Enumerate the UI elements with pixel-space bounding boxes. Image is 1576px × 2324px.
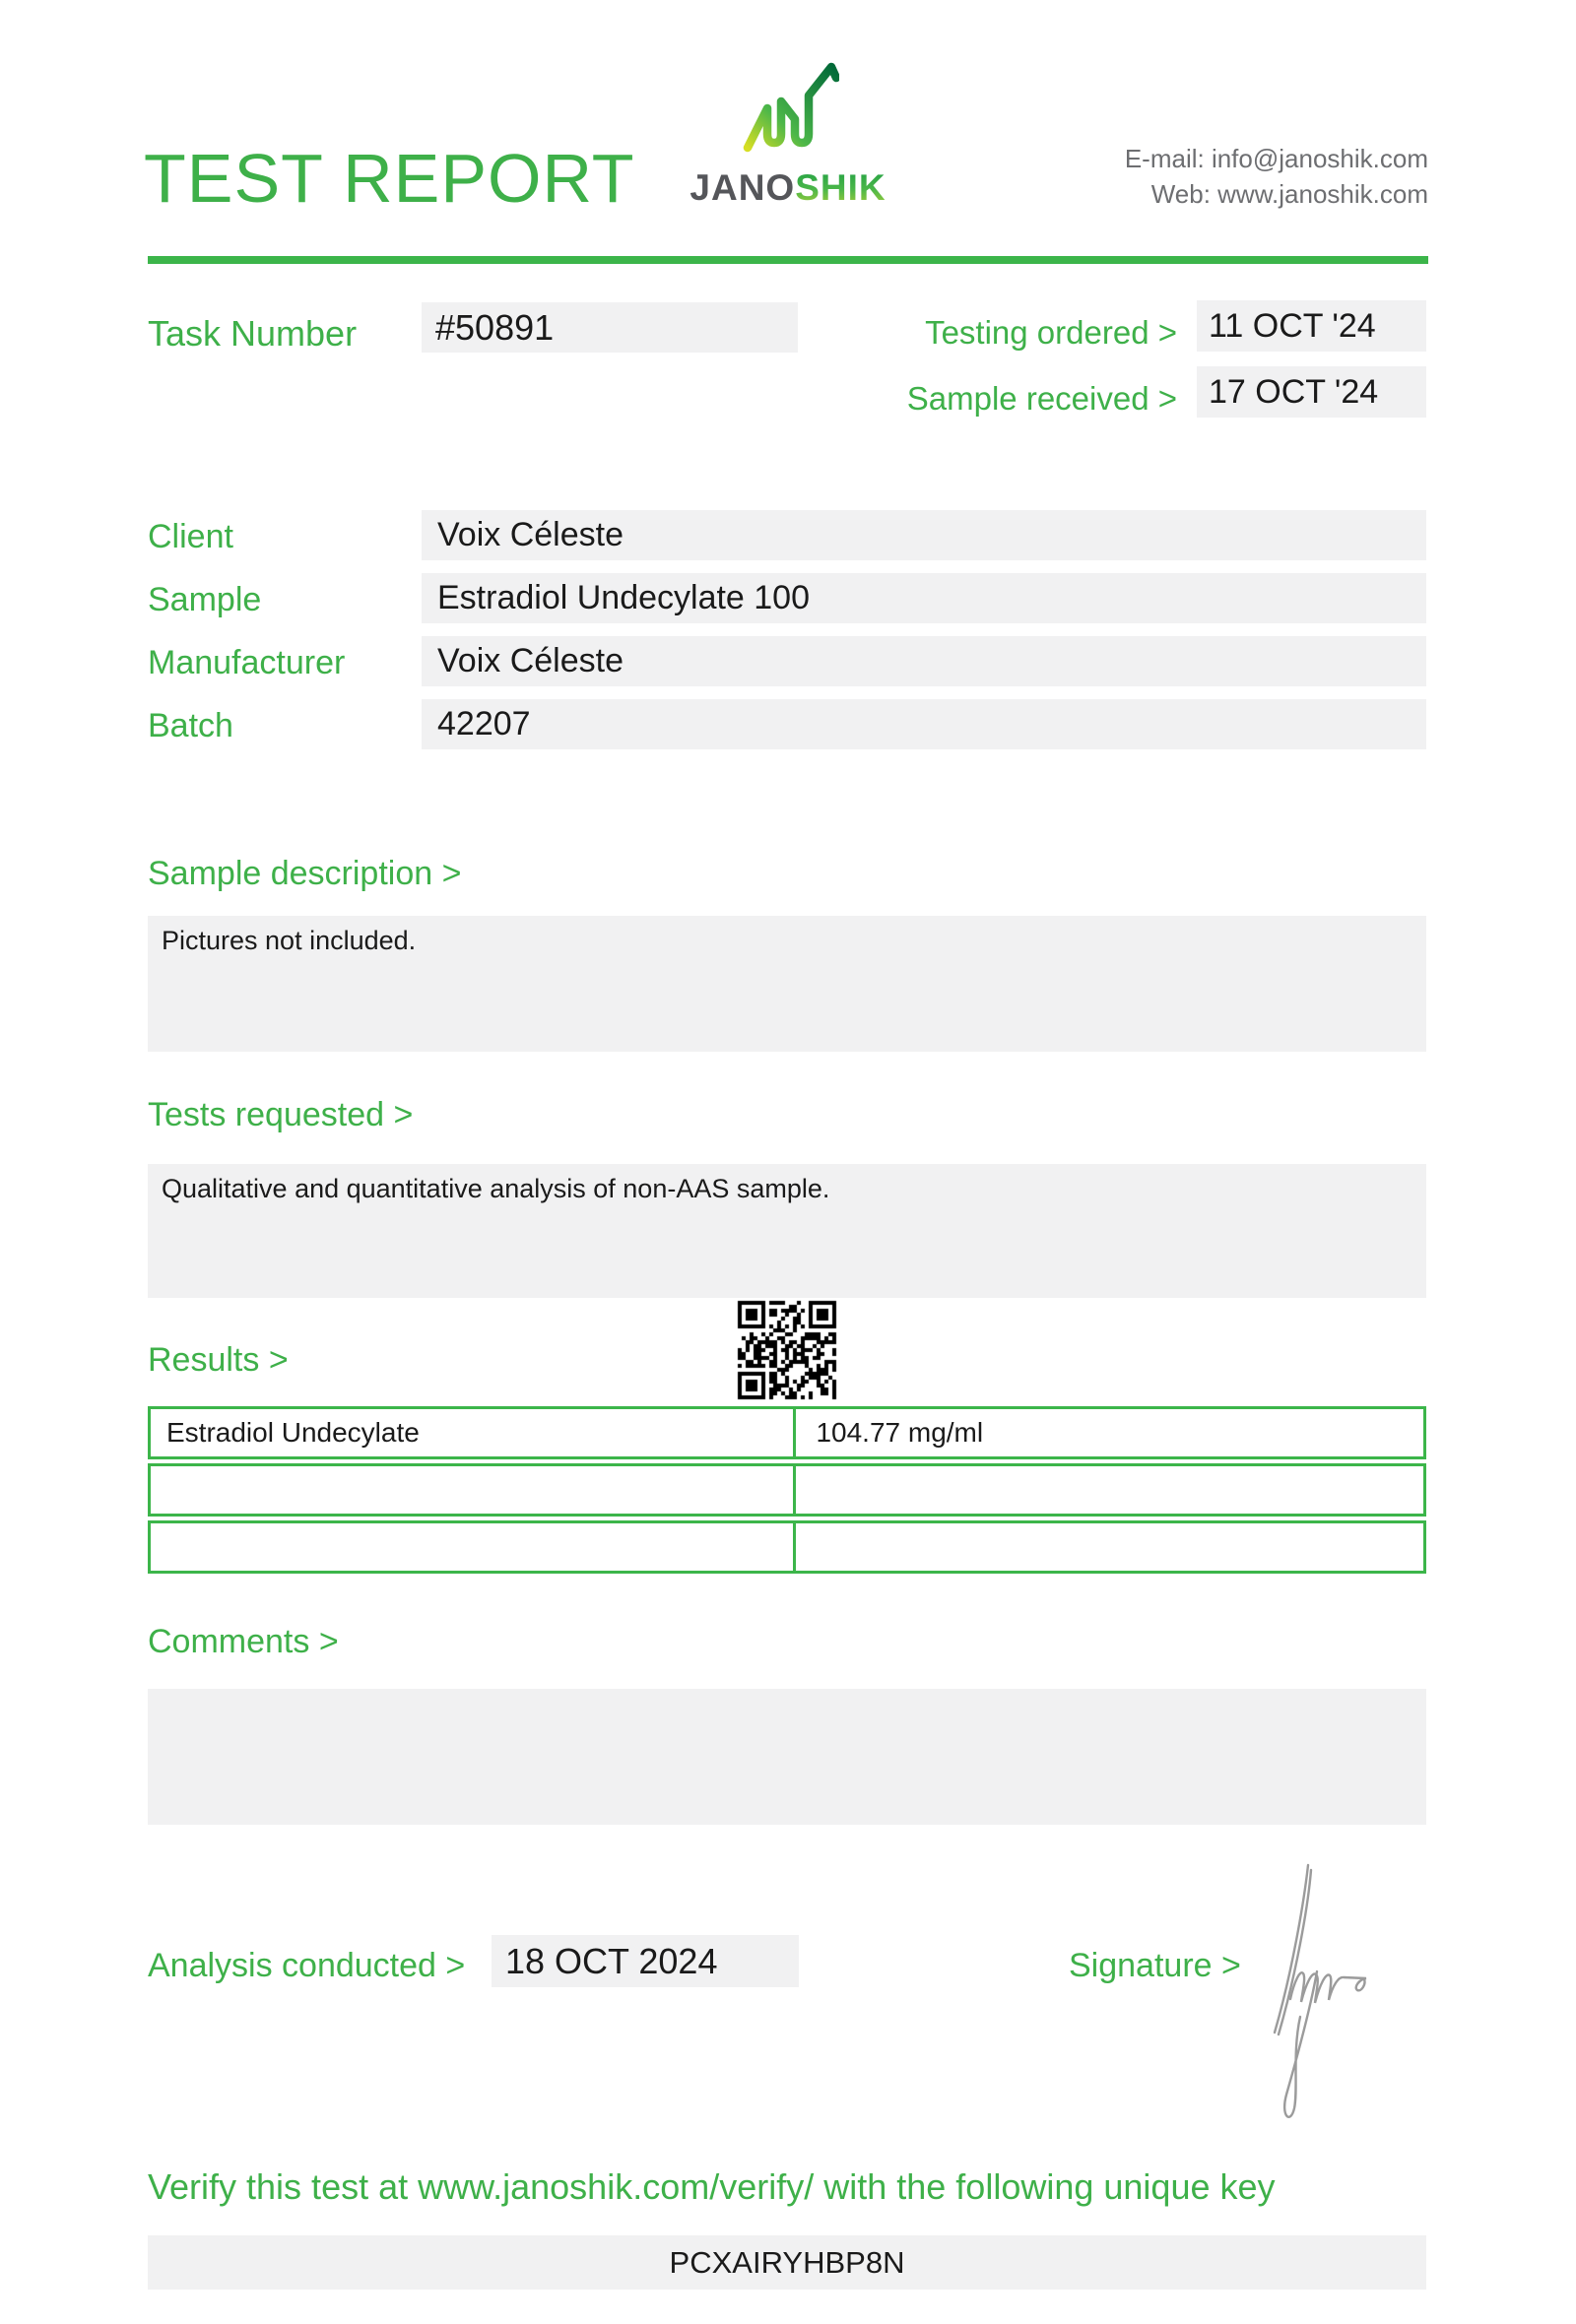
logo-chart-icon: [741, 57, 839, 156]
verify-text: Verify this test at www.janoshik.com/verify/ with the following unique key: [148, 2166, 1276, 2207]
logo-text-jano: JANO: [690, 167, 796, 208]
analysis-date-value: 18 OCT 2024: [492, 1935, 799, 1987]
contact-web: Web: www.janoshik.com: [1150, 179, 1428, 209]
batch-value: 42207: [422, 699, 1426, 749]
tests-requested-heading: Tests requested >: [148, 1096, 414, 1133]
sample-description-heading: Sample description >: [148, 855, 462, 892]
results-heading: Results >: [148, 1341, 289, 1379]
task-number-label: Task Number: [148, 313, 358, 354]
signature-image: [1271, 1824, 1468, 2139]
qr-code: [737, 1300, 837, 1400]
comments-box: [148, 1689, 1426, 1825]
contact-info: [1125, 141, 1428, 212]
client-label: Client: [148, 518, 233, 555]
logo-wordmark: [680, 167, 896, 209]
results-table-row: [148, 1463, 1426, 1517]
results-table: [148, 1406, 1426, 1578]
task-number-value: #50891: [422, 302, 798, 353]
manufacturer-label: Manufacturer: [148, 644, 346, 681]
tests-requested-box: [148, 1164, 1426, 1298]
sample-value: Estradiol Undecylate 100: [422, 573, 1426, 623]
sample-received-value: 17 OCT '24: [1197, 366, 1426, 418]
result-cell: [793, 1466, 1423, 1514]
results-table-row: [148, 1406, 1426, 1459]
testing-ordered-label: Testing ordered >: [925, 314, 1177, 351]
sample-description-box: [148, 916, 1426, 1052]
logo-text-shik: SHIK: [795, 167, 886, 208]
verify-key-box: PCXAIRYHBP8N: [148, 2235, 1426, 2290]
sample-received-label: Sample received >: [906, 380, 1177, 417]
sample-description-text: Pictures not included.: [162, 926, 417, 955]
contact-email: E-mail: info@janoshik.com: [1124, 144, 1428, 173]
tests-requested-text: Qualitative and quantitative analysis of non-AAS sample.: [162, 1174, 830, 1203]
header-divider: [148, 256, 1428, 264]
analyte-cell: Estradiol Undecylate: [166, 1417, 420, 1448]
sample-label: Sample: [148, 581, 262, 618]
comments-heading: Comments >: [148, 1623, 339, 1660]
analysis-conducted-label: Analysis conducted >: [148, 1947, 466, 1984]
signature-label: Signature >: [1069, 1947, 1241, 1984]
results-table-row: [148, 1520, 1426, 1574]
analyte-cell: [151, 1523, 793, 1571]
analyte-cell: [151, 1466, 793, 1514]
manufacturer-value: Voix Céleste: [422, 636, 1426, 686]
client-value: Voix Céleste: [422, 510, 1426, 560]
page-title: TEST REPORT: [144, 140, 635, 217]
result-cell: [793, 1523, 1423, 1571]
batch-label: Batch: [148, 707, 233, 744]
result-cell: 104.77 mg/ml: [793, 1409, 1423, 1456]
testing-ordered-value: 11 OCT '24: [1197, 300, 1426, 352]
